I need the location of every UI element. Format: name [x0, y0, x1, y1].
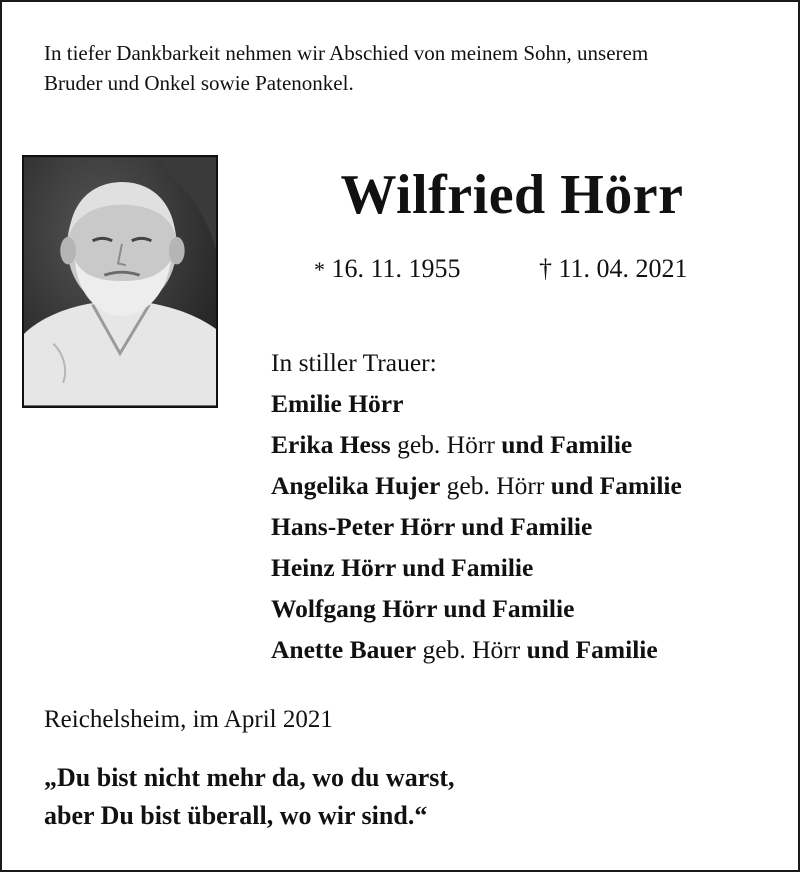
mourner-maiden-name: geb. Hörr [446, 471, 545, 500]
deceased-name: Wilfried Hörr [340, 164, 684, 226]
birth-symbol: * [314, 257, 325, 282]
mourner-name: Wolfgang Hörr und Familie [271, 594, 575, 623]
mourner-entry [271, 506, 791, 547]
mourner-entry [271, 465, 791, 506]
memorial-quote [44, 759, 744, 835]
intro-line-2: Bruder und Onkel sowie Patenonkel. [44, 71, 354, 95]
death-date-value: 11. 04. 2021 [558, 254, 688, 283]
mourner-suffix: und Familie [501, 430, 633, 459]
mourner-name: Angelika Hujer [271, 471, 441, 500]
place-and-date: Reichelsheim, im April 2021 [44, 706, 333, 733]
mourners-heading: In stiller Trauer: [271, 348, 437, 377]
quote-line-2: aber Du bist überall, wo wir sind.“ [44, 801, 428, 830]
mourner-maiden-name: geb. Hörr [422, 635, 521, 664]
quote-line-1: „Du bist nicht mehr da, wo du warst, [44, 763, 455, 792]
mourner-maiden-name: geb. Hörr [397, 430, 495, 459]
mourner-entry [271, 547, 791, 588]
mourner-entry [271, 383, 791, 424]
intro-line-1: In tiefer Dankbarkeit nehmen wir Abschied von meinem Sohn, unserem [44, 41, 649, 65]
death-symbol: † [539, 254, 552, 283]
mourner-name: Emilie Hörr [271, 389, 404, 418]
mourner-name: Hans-Peter Hörr und Familie [271, 512, 593, 541]
birth-date-value: 16. 11. 1955 [331, 254, 461, 283]
mourner-entry [271, 629, 791, 670]
intro-text [44, 38, 774, 98]
mourner-entry [271, 424, 791, 465]
death-date [539, 252, 688, 286]
mourner-name: Heinz Hörr und Familie [271, 553, 534, 582]
mourners-list [271, 342, 791, 670]
portrait-icon [24, 157, 216, 406]
mourner-name: Anette Bauer [271, 635, 417, 664]
portrait-photo [22, 155, 218, 408]
birth-date [314, 252, 461, 287]
mourner-entry [271, 588, 791, 629]
mourner-suffix: und Familie [526, 635, 658, 664]
mourner-suffix: und Familie [550, 471, 682, 500]
mourner-name: Erika Hess [271, 430, 391, 459]
